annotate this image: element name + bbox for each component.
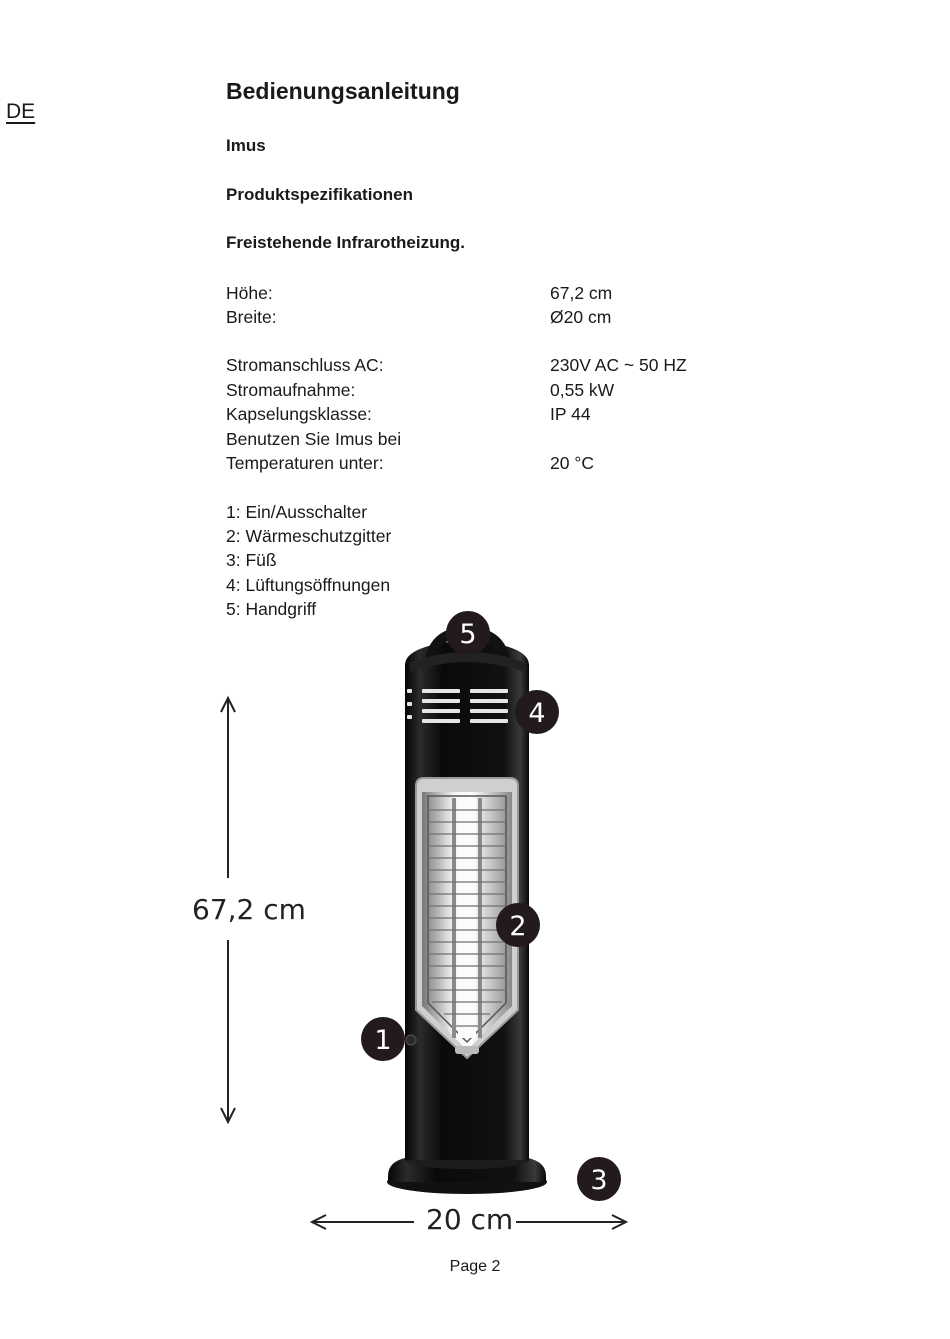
spec-value: 230V AC ~ 50 HZ xyxy=(550,355,687,375)
width-dimension-label: 20 cm xyxy=(426,1203,514,1236)
page-title: Bedienungsanleitung xyxy=(226,78,460,104)
spec-value: IP 44 xyxy=(550,404,591,424)
callout-label: 2 xyxy=(509,911,527,942)
height-dimension-label: 67,2 cm xyxy=(192,893,306,926)
callout-label: 4 xyxy=(528,698,546,729)
spec-value: 0,55 kW xyxy=(550,380,615,400)
product-type: Freistehende Infrarotheizung. xyxy=(226,233,465,252)
parts-list-item: 4: Lüftungsöffnungen xyxy=(226,575,391,595)
parts-list-item: 2: Wärmeschutzgitter xyxy=(226,526,392,546)
callout-3 xyxy=(577,1157,621,1201)
spec-label: Stromaufnahme: xyxy=(226,380,356,400)
section-heading: Produktspezifikationen xyxy=(226,185,414,204)
callout-2 xyxy=(496,903,540,947)
product-name: Imus xyxy=(226,136,266,155)
spec-value: 20 °C xyxy=(550,453,594,473)
spec-value: Ø20 cm xyxy=(550,307,612,327)
language-tag: DE xyxy=(6,100,36,123)
callout-4 xyxy=(515,690,559,734)
spec-label: Benutzen Sie Imus bei xyxy=(226,429,402,449)
switch-knob xyxy=(406,1035,416,1045)
spec-label: Temperaturen unter: xyxy=(226,453,384,473)
callout-1 xyxy=(361,1017,405,1061)
parts-list-item: 1: Ein/Ausschalter xyxy=(226,502,368,522)
page-number: Page 2 xyxy=(449,1258,501,1275)
callout-label: 3 xyxy=(590,1165,608,1196)
spec-label: Stromanschluss AC: xyxy=(226,355,384,375)
callout-label: 1 xyxy=(374,1025,392,1056)
callout-label: 5 xyxy=(459,619,477,650)
callout-5 xyxy=(446,611,490,655)
parts-list-item: 5: Handgriff xyxy=(226,599,317,619)
spec-value: 67,2 cm xyxy=(550,283,613,303)
spec-label: Höhe: xyxy=(226,283,273,303)
spec-label: Breite: xyxy=(226,307,277,327)
spec-label: Kapselungsklasse: xyxy=(226,404,372,424)
parts-list-item: 3: Füß xyxy=(226,550,277,570)
